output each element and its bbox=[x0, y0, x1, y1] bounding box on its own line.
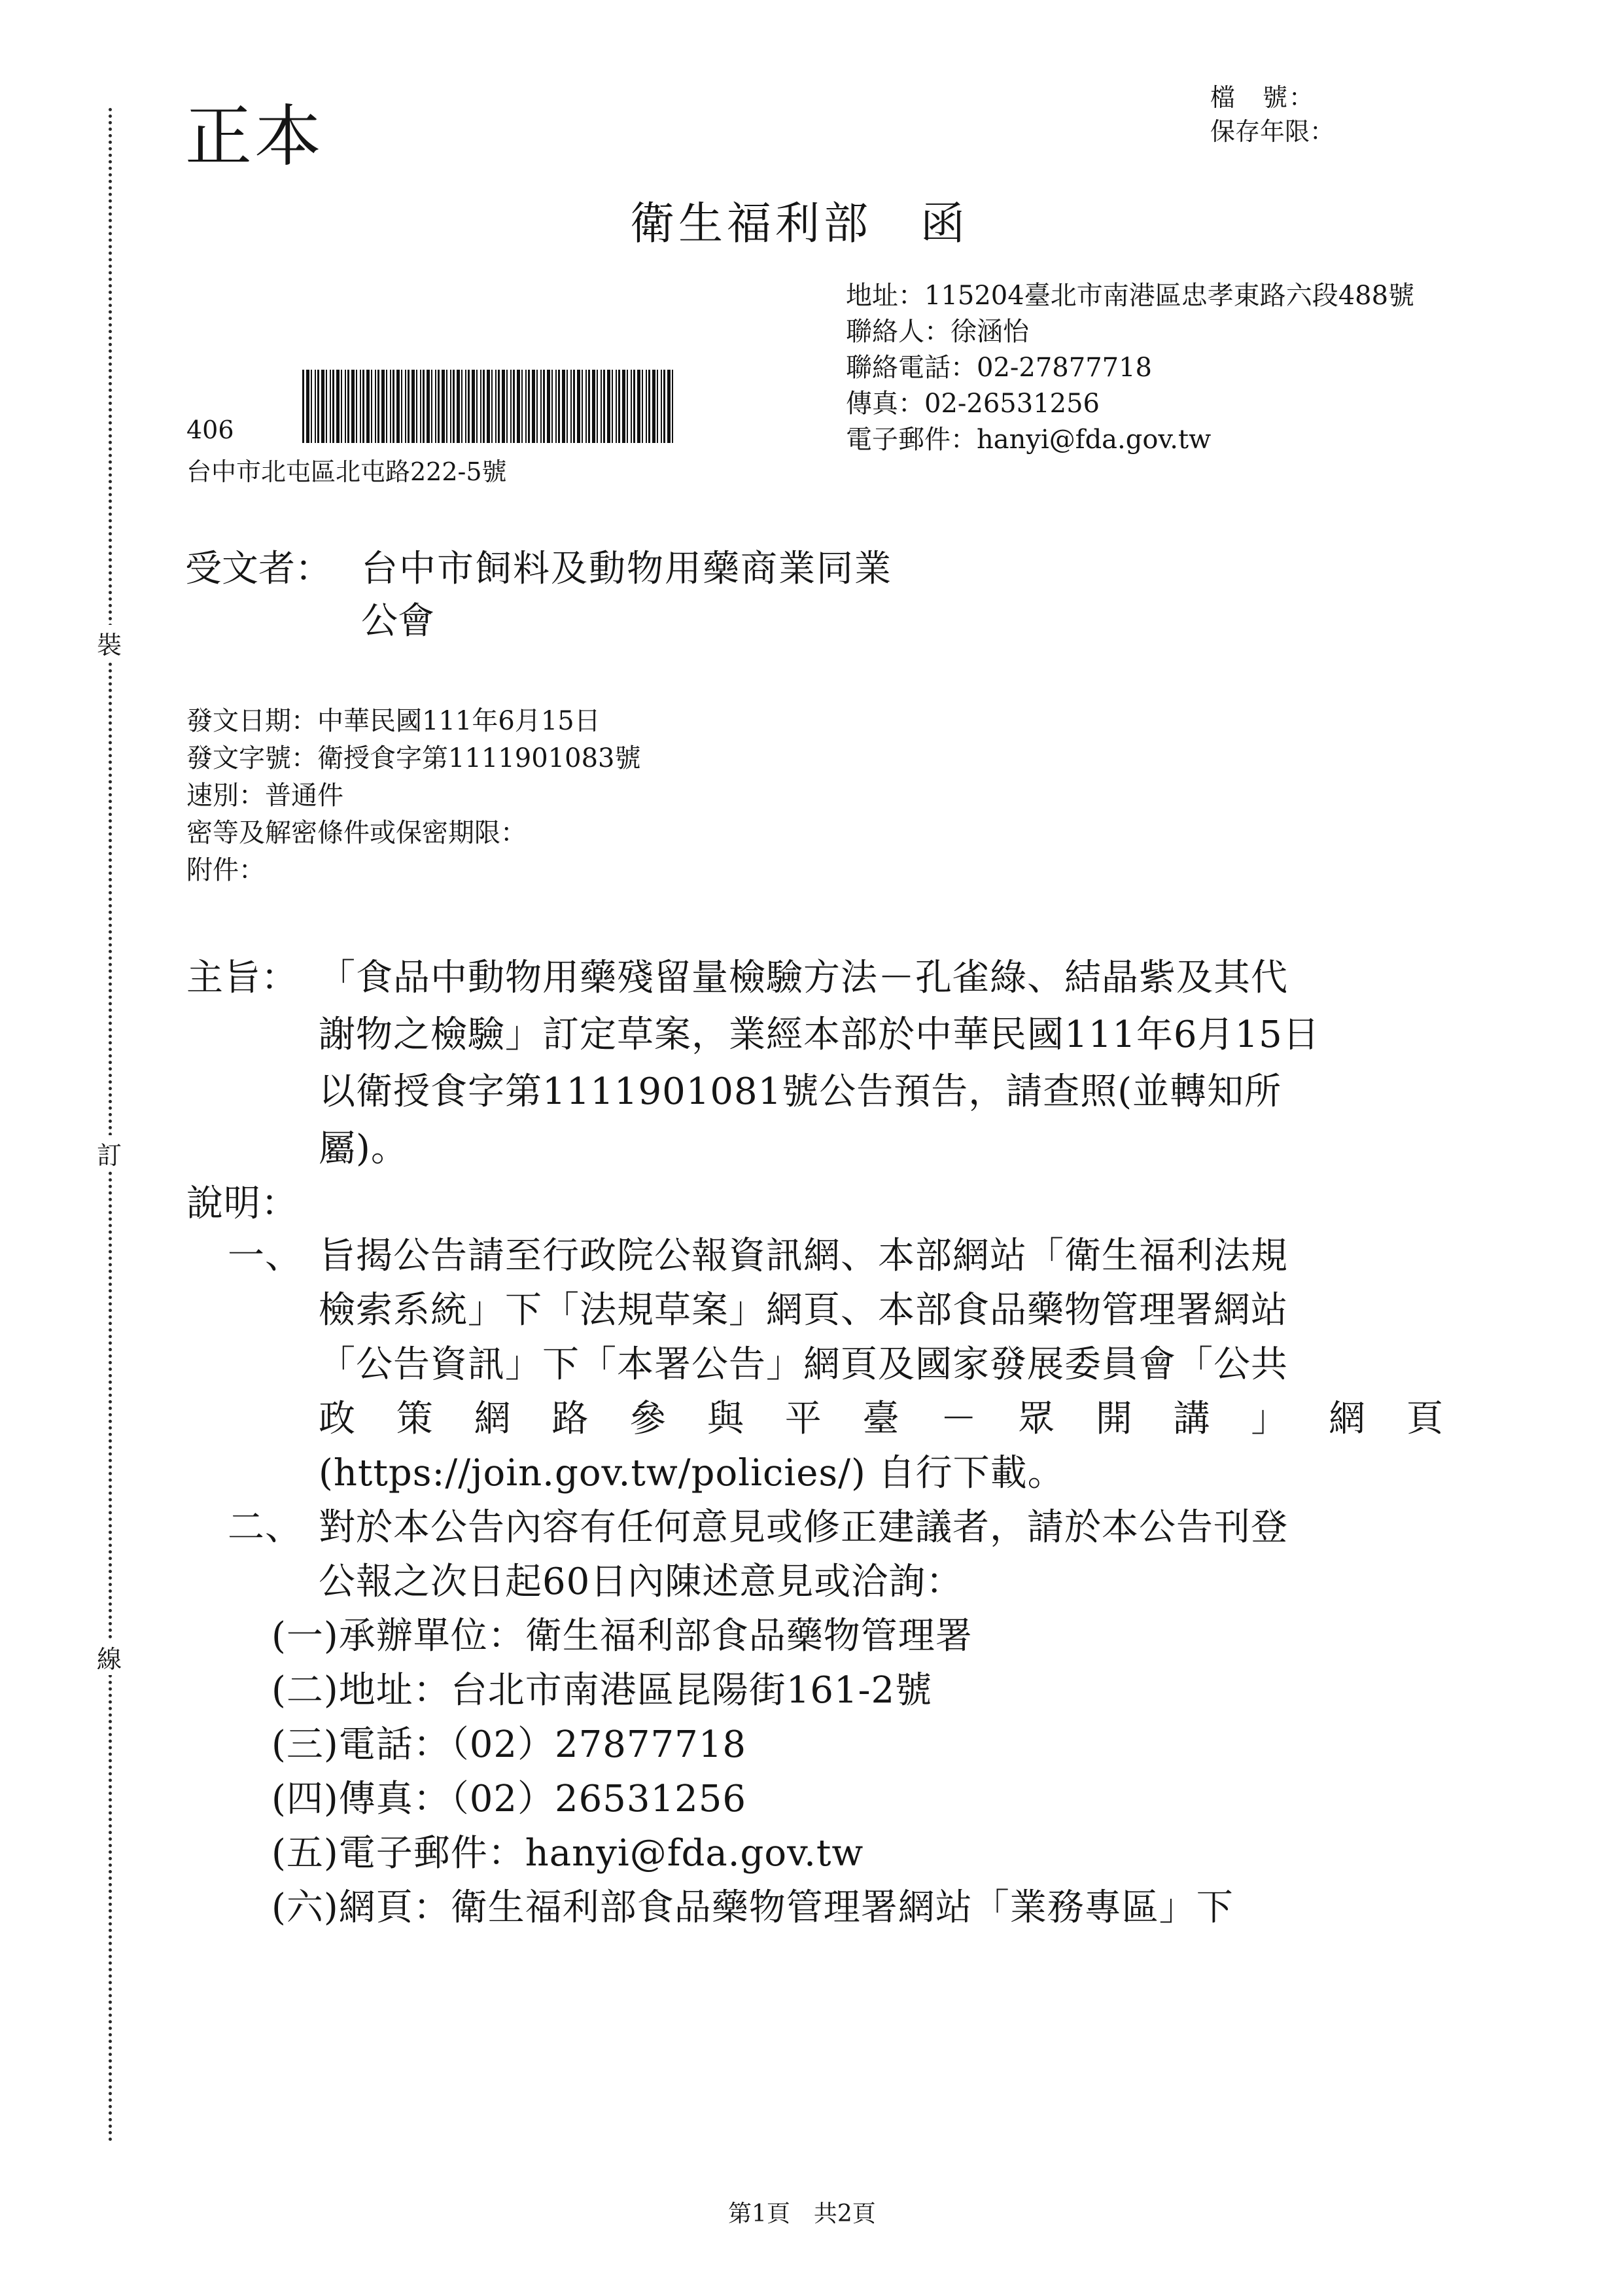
sender-fax: 傳真：02-26531256 bbox=[846, 389, 1100, 419]
subitem-email: (五)電子郵件：hanyi@fda.gov.tw bbox=[271, 1832, 864, 1875]
subject-line: 屬)。 bbox=[319, 1127, 408, 1170]
subject-line: 謝物之檢驗」訂定草案，業經本部於中華民國111年6月15日 bbox=[319, 1014, 1320, 1056]
word: 政 bbox=[319, 1398, 356, 1440]
retention-period-label: 保存年限： bbox=[1210, 117, 1335, 146]
sender-email: 電子郵件：hanyi@fda.gov.tw bbox=[846, 425, 1212, 455]
postal-barcode bbox=[302, 370, 675, 443]
item-number: 二、 bbox=[228, 1506, 302, 1549]
word: 參 bbox=[629, 1398, 667, 1440]
subject-line: 以衛授食字第1111901081號公告預告，請查照(並轉知所 bbox=[319, 1070, 1282, 1113]
word: 路 bbox=[551, 1398, 589, 1440]
word: － bbox=[940, 1398, 978, 1440]
binding-margin-line bbox=[109, 108, 112, 2143]
subject-label: 主旨： bbox=[186, 957, 298, 999]
word: 平 bbox=[784, 1398, 822, 1440]
binding-label-line: 線 bbox=[97, 1639, 122, 1675]
item-text-line: 對於本公告內容有任何意見或修正建議者，請於本公告刊登 bbox=[319, 1506, 1288, 1549]
document-title: 衛生福利部 函 bbox=[630, 198, 969, 250]
page-number-footer: 第1頁 共2頁 bbox=[728, 2200, 876, 2227]
item-text-line: 公報之次日起60日內陳述意見或洽詢： bbox=[319, 1561, 964, 1603]
attachment: 附件： bbox=[186, 855, 265, 885]
item-text-line: 旨揭公告請至行政院公報資訊網、本部網站「衛生福利法規 bbox=[319, 1235, 1288, 1277]
original-copy-stamp: 正本 bbox=[185, 98, 324, 176]
sender-contact-person: 聯絡人：徐涵怡 bbox=[846, 317, 1029, 347]
explanation-label: 說明： bbox=[186, 1182, 298, 1225]
item-text-line-justified bbox=[319, 1390, 1444, 1442]
item-text-line-url: (https://join.gov.tw/policies/) 自行下載。 bbox=[319, 1452, 1065, 1494]
subject-line: 「食品中動物用藥殘留量檢驗方法－孔雀綠、結晶紫及其代 bbox=[319, 957, 1288, 999]
word: 開 bbox=[1095, 1398, 1133, 1440]
issue-date: 發文日期：中華民國111年6月15日 bbox=[186, 706, 601, 736]
recipient-name: 台中市飼料及動物用藥商業同業 bbox=[361, 548, 892, 590]
subitem-webpage: (六)網頁：衛生福利部食品藥物管理署網站「業務專區」下 bbox=[271, 1886, 1234, 1929]
recipient-address: 台中市北屯區北屯路222-5號 bbox=[186, 457, 507, 486]
word: 網 bbox=[474, 1398, 512, 1440]
file-number-label: 檔 號： bbox=[1210, 83, 1316, 112]
word: 講 bbox=[1173, 1398, 1211, 1440]
word: 臺 bbox=[862, 1398, 900, 1440]
subitem-handling-unit: (一)承辦單位：衛生福利部食品藥物管理署 bbox=[271, 1615, 973, 1657]
word: 策 bbox=[396, 1398, 434, 1440]
binding-label-order: 訂 bbox=[97, 1135, 122, 1171]
postal-code: 406 bbox=[186, 415, 234, 444]
binding-label-bind: 裝 bbox=[97, 625, 122, 661]
subitem-phone: (三)電話：（02）27877718 bbox=[271, 1723, 746, 1766]
sender-address: 地址：115204臺北市南港區忠孝東路六段488號 bbox=[846, 281, 1415, 311]
word: 與 bbox=[707, 1398, 744, 1440]
item-number: 一、 bbox=[228, 1235, 302, 1277]
word: 網 bbox=[1329, 1398, 1367, 1440]
recipient-name-continued: 公會 bbox=[361, 600, 434, 643]
item-text-line: 檢索系統」下「法規草案」網頁、本部食品藥物管理署網站 bbox=[319, 1289, 1288, 1332]
recipient-label: 受文者： bbox=[185, 548, 332, 590]
issue-number: 發文字號：衛授食字第1111901083號 bbox=[186, 743, 641, 773]
classification: 密等及解密條件或保密期限： bbox=[186, 818, 527, 848]
sender-phone: 聯絡電話：02-27877718 bbox=[846, 353, 1153, 383]
item-text-line: 「公告資訊」下「本署公告」網頁及國家發展委員會「公共 bbox=[319, 1343, 1288, 1386]
subitem-address: (二)地址：台北市南港區昆陽街161-2號 bbox=[271, 1669, 933, 1712]
word: 頁 bbox=[1406, 1398, 1444, 1440]
word: 眾 bbox=[1018, 1398, 1056, 1440]
word: 」 bbox=[1251, 1398, 1289, 1440]
subitem-fax: (四)傳真：（02）26531256 bbox=[271, 1778, 746, 1820]
priority: 速別：普通件 bbox=[186, 781, 343, 811]
